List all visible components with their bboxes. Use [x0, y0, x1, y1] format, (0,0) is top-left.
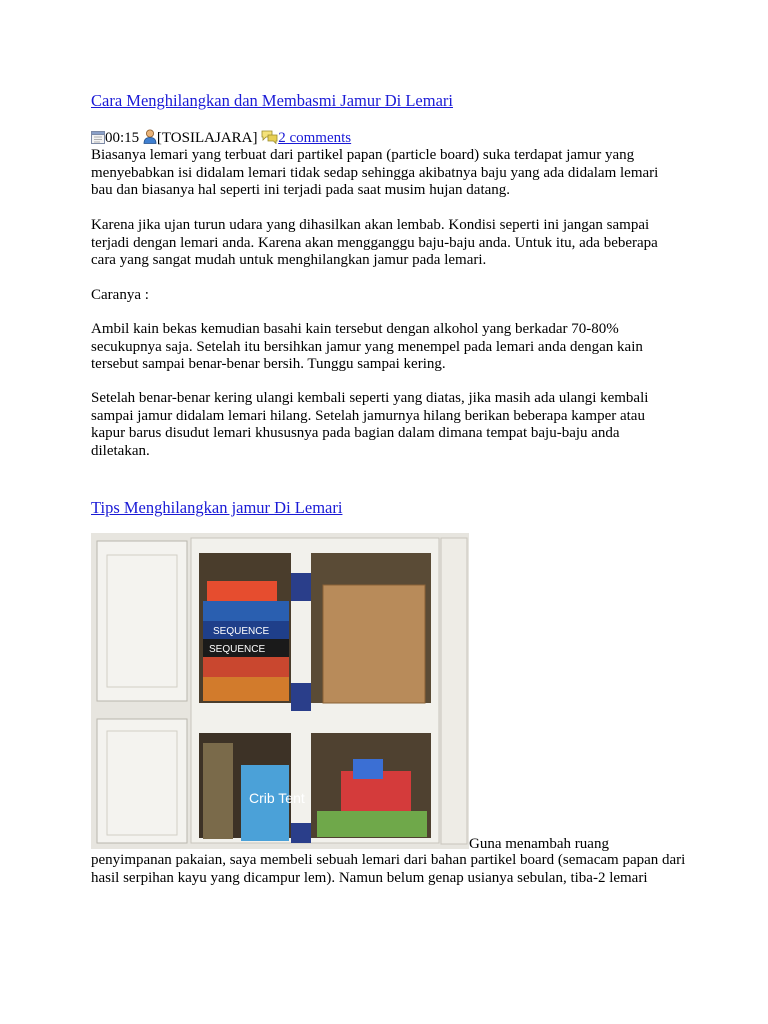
cabinet-photo [91, 533, 469, 849]
post-time: 00:15 [105, 130, 140, 146]
game-box-label: SEQUENCE [209, 644, 266, 655]
post-title [91, 91, 453, 111]
game-box-label: SEQUENCE [213, 626, 270, 637]
post-meta [91, 129, 351, 149]
crib-tent-label: Crib Tent [249, 790, 305, 806]
post-paragraph: Setelah benar-benar kering ulangi kembali seperti yang diatas, jika masih ada ulangi kembali sampai jamur didalam lemari hilang. Setelah jamurnya hilang berikan beberapa kamper atau kapur barus disudut lemari khususnya pada bagian dalam dimana tempat baju-baju anda diletakan. [91, 390, 649, 459]
post-author: [TOSILAJARA] [156, 130, 258, 146]
post-paragraph: Karena jika ujan turun udara yang dihasilkan akan lembab. Kondisi seperti ini jangan sampai terjadi dengan lemari anda. Karena akan mengganggu baju-baju anda. Untuk itu, ada beberapa cara yang sangat mudah untuk menghilangkan jamur pada lemari. [91, 217, 658, 269]
photo-caption: Guna menambah ruang [469, 836, 609, 852]
post-title [91, 498, 342, 518]
comments-link[interactable]: 2 comments [278, 130, 352, 146]
post-paragraph: Caranya : [91, 287, 149, 303]
post-paragraph: Ambil kain bekas kemudian basahi kain tersebut dengan alkohol yang berkadar 70-80% secukupnya saja. Setelah itu bersihkan jamur yang menempel pada lemari anda dengan kain tersebut sampai benar-benar bersih. Tunggu sampai kering. [91, 321, 643, 373]
post-paragraph: penyimpanan pakaian, saya membeli sebuah lemari dari bahan partikel board (semacam papan dari hasil serpihan kayu yang dicampur lem). Namun belum genap usianya sebulan, tiba-2 lemari [91, 852, 686, 886]
post-paragraph: Biasanya lemari yang terbuat dari partikel papan (particle board) suka terdapat jamur yang menyebabkan isi didalam lemari tidak sedap sehingga akibatnya baju yang ada didalam lemari bau dan biasanya hal seperti ini terjadi pada saat musim hujan datang. [91, 147, 659, 199]
post-title-link[interactable]: Cara Menghilangkan dan Membasmi Jamur Di Lemari [91, 91, 453, 110]
post-title-link[interactable]: Tips Menghilangkan jamur Di Lemari [91, 498, 343, 517]
